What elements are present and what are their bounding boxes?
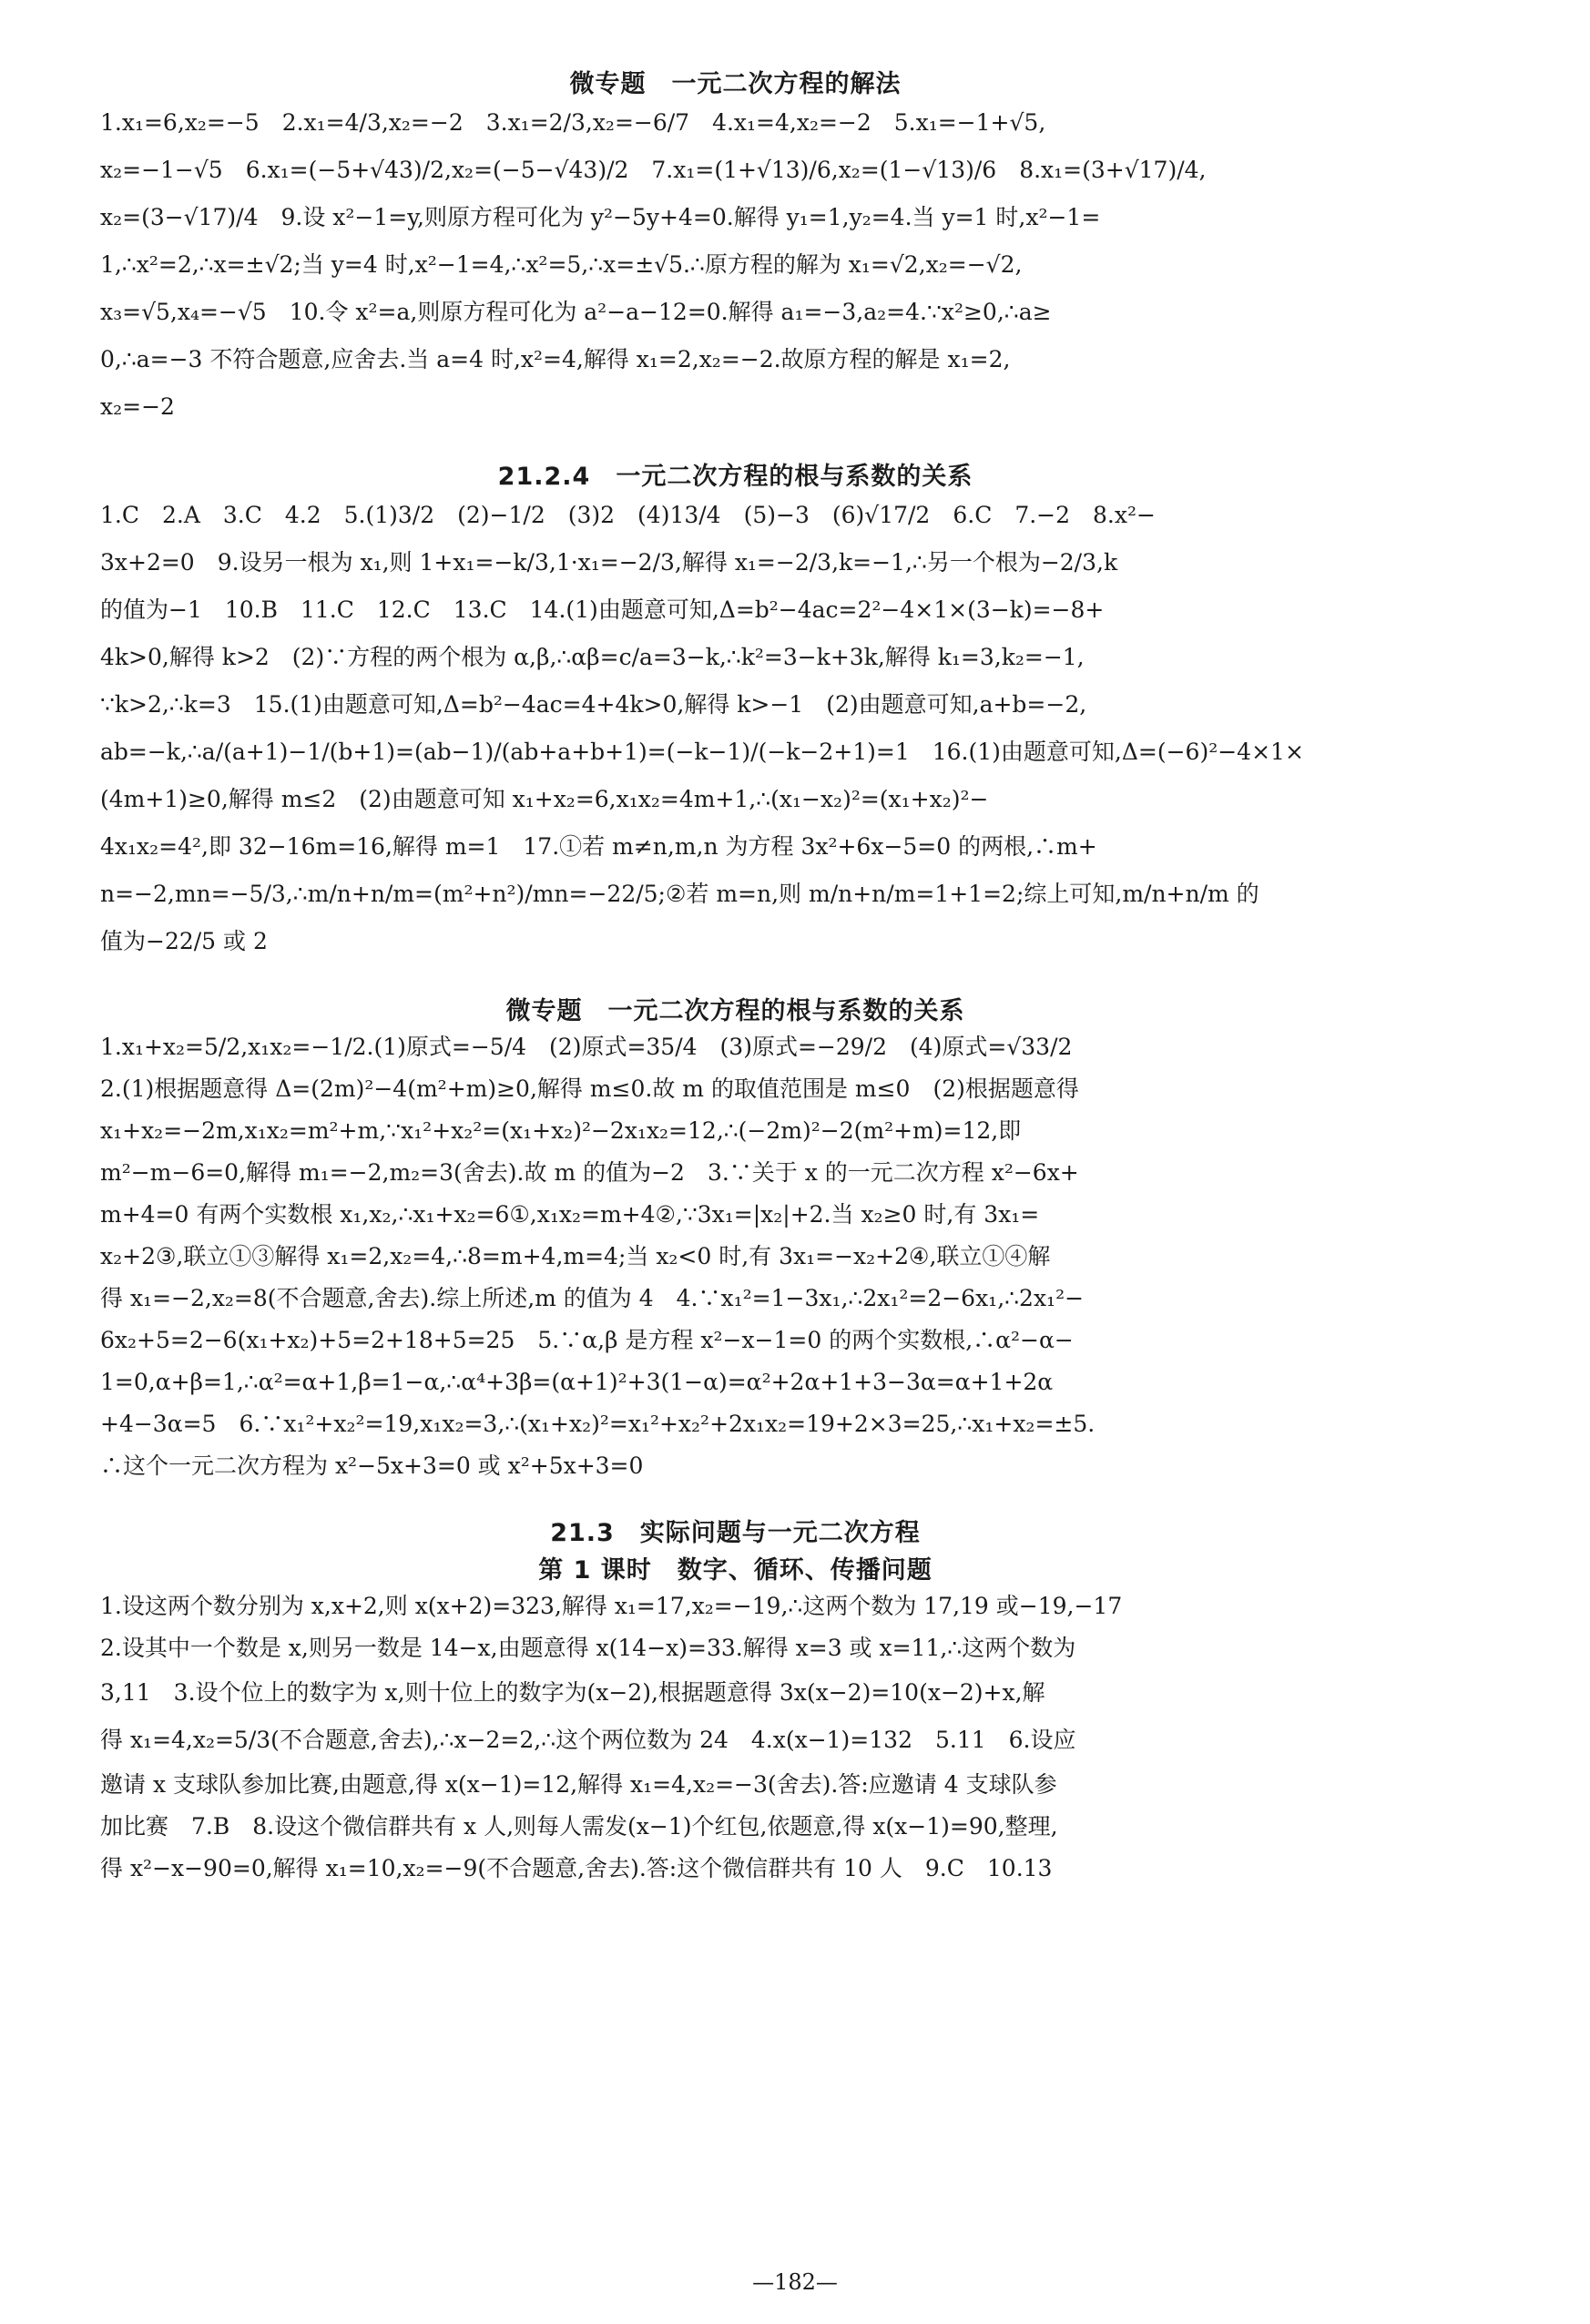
text-line: 得 x₁=4,x₂=5/3(不合题意,舍去),∴x−2=2,∴这个两位数为 24 4.x(x−1)=132 5.11 6.设应: [100, 1727, 1076, 1753]
text-line: 3,11 3.设个位上的数字为 x,则十位上的数字为(x−2),根据题意得 3x(x−2)=10(x−2)+x,解: [100, 1679, 1045, 1706]
text-line: 0,∴a=−3 不符合题意,应舍去.当 a=4 时,x²=4,解得 x₁=2,x₂=−2.故原方程的解是 x₁=2,: [100, 346, 1011, 372]
text-line: 加比赛 7.B 8.设这个微信群共有 x 人,则每人需发(x−1)个红包,依题意,得 x(x−1)=90,整理,: [100, 1813, 1058, 1840]
text-line: 1.设这两个数分别为 x,x+2,则 x(x+2)=323,解得 x₁=17,x₂=−19,∴这两个数为 17,19 或−19,−17: [100, 1593, 1123, 1619]
text-line: 4x₁x₂=4²,即 32−16m=16,解得 m=1 17.①若 m≠n,m,n 为方程 3x²+6x−5=0 的两根,∴m+: [100, 833, 1097, 860]
text-line: ab=−k,∴a/(a+1)−1/(b+1)=(ab−1)/(ab+a+b+1)=(−k−1)/(−k−2+1)=1 16.(1)由题意可知,Δ=(−6)²−4×1×: [100, 739, 1304, 765]
answer-page: [100, 64, 1371, 1915]
text-line: 2.设其中一个数是 x,则另一数是 14−x,由题意得 x(14−x)=33.解得 x=3 或 x=11,∴这两个数为: [100, 1635, 1076, 1661]
text-line: x₁+x₂=−2m,x₁x₂=m²+m,∵x₁²+x₂²=(x₁+x₂)²−2x₁x₂=12,∴(−2m)²−2(m²+m)=12,即: [100, 1117, 1022, 1144]
text-line: 3x+2=0 9.设另一根为 x₁,则 1+x₁=−k/3,1·x₁=−2/3,解得 x₁=−2/3,k=−1,∴另一个根为−2/3,k: [100, 549, 1118, 576]
section-title: 微专题 一元二次方程的根与系数的关系: [505, 997, 965, 1025]
section-special-roots: [100, 991, 1371, 1487]
text-line: m+4=0 有两个实数根 x₁,x₂,∴x₁+x₂=6①,x₁x₂=m+4②,∵3x₁=|x₂|+2.当 x₂≥0 时,有 3x₁=: [100, 1201, 1040, 1228]
text-line: 邀请 x 支球队参加比赛,由题意,得 x(x−1)=12,解得 x₁=4,x₂=−3(舍去).答:应邀请 4 支球队参: [100, 1771, 1057, 1798]
text-line: 2.(1)根据题意得 Δ=(2m)²−4(m²+m)≥0,解得 m≤0.故 m 的取值范围是 m≤0 (2)根据题意得: [100, 1075, 1079, 1102]
text-line: 1.C 2.A 3.C 4.2 5.(1)3/2 (2)−1/2 (3)2 (4)13/4 (5)−3 (6)√17/2 6.C 7.−2 8.x²−: [100, 502, 1156, 528]
text-line: ∵k>2,∴k=3 15.(1)由题意可知,Δ=b²−4ac=4+4k>0,解得 k>−1 (2)由题意可知,a+b=−2,: [100, 691, 1087, 718]
text-line: x₂=−2: [100, 393, 175, 420]
text-line: (4m+1)≥0,解得 m≤2 (2)由题意可知 x₁+x₂=6,x₁x₂=4m+1,∴(x₁−x₂)²=(x₁+x₂)²−: [100, 786, 989, 812]
text-line: 1.x₁=6,x₂=−5 2.x₁=4/3,x₂=−2 3.x₁=2/3,x₂=−6/7 4.x₁=4,x₂=−2 5.x₁=−1+√5,: [100, 109, 1046, 136]
section-title: 21.2.4 一元二次方程的根与系数的关系: [497, 463, 973, 491]
section-roots-coefficients: [100, 456, 1371, 965]
text-line: 值为−22/5 或 2: [100, 928, 268, 954]
text-line: x₃=√5,x₄=−√5 10.令 x²=a,则原方程可化为 a²−a−12=0.解得 a₁=−3,a₂=4.∵x²≥0,∴a≥: [100, 299, 1052, 325]
section-method: [100, 64, 1371, 431]
text-line: 1=0,α+β=1,∴α²=α+1,β=1−α,∴α⁴+3β=(α+1)²+3(1−α)=α²+2α+1+3−3α=α+1+2α: [100, 1369, 1054, 1395]
page-number: —182—: [752, 2269, 838, 2295]
section-title: 21.3 实际问题与一元二次方程: [550, 1519, 921, 1547]
section-practical-problems: [100, 1513, 1371, 1890]
text-line: n=−2,mn=−5/3,∴m/n+n/m=(m²+n²)/mn=−22/5;②若 m=n,则 m/n+n/m=1+1=2;综上可知,m/n+n/m 的: [100, 881, 1259, 907]
text-line: 的值为−1 10.B 11.C 12.C 13.C 14.(1)由题意可知,Δ=b²−4ac=2²−4×1×(3−k)=−8+: [100, 596, 1105, 623]
text-line: m²−m−6=0,解得 m₁=−2,m₂=3(舍去).故 m 的值为−2 3.∵关于 x 的一元二次方程 x²−6x+: [100, 1159, 1079, 1186]
text-line: ∴这个一元二次方程为 x²−5x+3=0 或 x²+5x+3=0: [100, 1452, 644, 1479]
text-line: +4−3α=5 6.∵x₁²+x₂²=19,x₁x₂=3,∴(x₁+x₂)²=x₁²+x₂²+2x₁x₂=19+2×3=25,∴x₁+x₂=±5.: [100, 1411, 1096, 1437]
text-line: 得 x₁=−2,x₂=8(不合题意,舍去).综上所述,m 的值为 4 4.∵x₁²=1−3x₁,∴2x₁²=2−6x₁,∴2x₁²−: [100, 1285, 1085, 1311]
text-line: 1.x₁+x₂=5/2,x₁x₂=−1/2.(1)原式=−5/4 (2)原式=35/4 (3)原式=−29/2 (4)原式=√33/2: [100, 1034, 1073, 1060]
section-subtitle: 第 1 课时 数字、循环、传播问题: [538, 1556, 933, 1585]
text-line: x₂=−1−√5 6.x₁=(−5+√43)/2,x₂=(−5−√43)/2 7.x₁=(1+√13)/6,x₂=(1−√13)/6 8.x₁=(3+√17)/4,: [100, 157, 1207, 183]
text-line: x₂+2③,联立①③解得 x₁=2,x₂=4,∴8=m+4,m=4;当 x₂<0 时,有 3x₁=−x₂+2④,联立①④解: [100, 1243, 1051, 1269]
text-line: 6x₂+5=2−6(x₁+x₂)+5=2+18+5=25 5.∵α,β 是方程 x²−x−1=0 的两个实数根,∴α²−α−: [100, 1327, 1074, 1353]
text-line: 4k>0,解得 k>2 (2)∵方程的两个根为 α,β,∴αβ=c/a=3−k,∴k²=3−k+3k,解得 k₁=3,k₂=−1,: [100, 644, 1085, 670]
text-line: x₂=(3−√17)/4 9.设 x²−1=y,则原方程可化为 y²−5y+4=0.解得 y₁=1,y₂=4.当 y=1 时,x²−1=: [100, 204, 1101, 230]
text-line: 得 x²−x−90=0,解得 x₁=10,x₂=−9(不合题意,舍去).答:这个微信群共有 10 人 9.C 10.13: [100, 1855, 1053, 1881]
text-line: 1,∴x²=2,∴x=±√2;当 y=4 时,x²−1=4,∴x²=5,∴x=±√5.∴原方程的解为 x₁=√2,x₂=−√2,: [100, 251, 1023, 278]
section-title: 微专题 一元二次方程的解法: [569, 70, 902, 98]
